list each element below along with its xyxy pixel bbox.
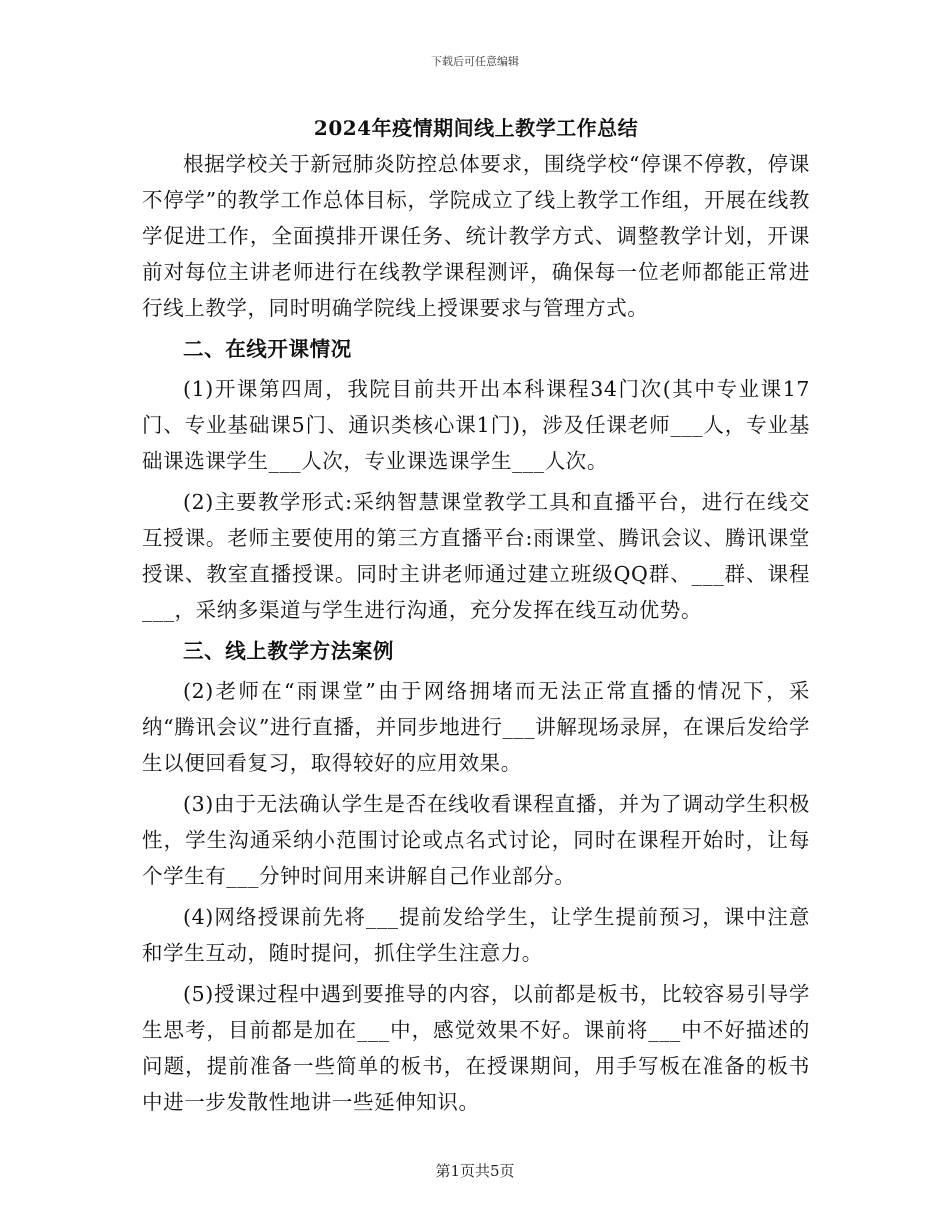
paragraph-case-3: (3)由于无法确认学生是否在线收看课程直播，并为了调动学生积极性，学生沟通采纳小范围讨论或点名式讨论，同时在课程开始时，让每个学生有___分钟时间用来讲解自己作业部分。 [142, 792, 810, 888]
paragraph-case-4: (4)网络授课前先将___提前发给学生，让学生提前预习，课中注意和学生互动，随时提问，抓住学生注意力。 [142, 905, 810, 965]
page-number: 第1页共5页 [435, 1162, 515, 1180]
section-heading-teaching-cases: 三、线上教学方法案例 [183, 639, 394, 663]
page-header: 下载后可任意编辑 [431, 55, 519, 68]
document-title: 2024年疫情期间线上教学工作总结 [313, 116, 639, 140]
paragraph-course-count: (1)开课第四周，我院目前共开出本科课程34门次(其中专业课17门、专业基础课5门、通识类核心课1门)，涉及任课老师___人，专业基础课选课学生___人次，专业课选课学生___人次。 [142, 377, 810, 473]
paragraph-teaching-forms: (2)主要教学形式:采纳智慧课堂教学工具和直播平台，进行在线交互授课。老师主要使用的第三方直播平台:雨课堂、腾讯会议、腾讯课堂授课、教室直播授课。同时主讲老师通过建立班级QQ群、___群、课程___，采纳多渠道与学生进行沟通，充分发挥在线互动优势。 [142, 490, 810, 622]
document-body [142, 110, 810, 1125]
paragraph-case-5: (5)授课过程中遇到要推导的内容，以前都是板书，比较容易引导学生思考，目前都是加在___中，感觉效果不好。课前将___中不好描述的问题，提前准备一些简单的板书，在授课期间，用手写板在准备的板书中进一步发散性地讲一些延伸知识。 [142, 982, 810, 1114]
paragraph-case-2: (2)老师在“雨课堂”由于网络拥堵而无法正常直播的情况下，采纳“腾讯会议”进行直播，并同步地进行___讲解现场录屏，在课后发给学生以便回看复习，取得较好的应用效果。 [142, 679, 810, 775]
intro-paragraph: 根据学校关于新冠肺炎防控总体要求，围绕学校“停课不停教，停课不停学”的教学工作总体目标，学院成立了线上教学工作组，开展在线教学促进工作，全面摸排开课任务、统计教学方式、调整教学计划，开课前对每位主讲老师进行在线教学课程测评，确保每一位老师都能正常进行线上教学，同时明确学院线上授课要求与管理方式。 [142, 152, 810, 320]
section-heading-online-courses: 二、在线开课情况 [183, 337, 352, 361]
